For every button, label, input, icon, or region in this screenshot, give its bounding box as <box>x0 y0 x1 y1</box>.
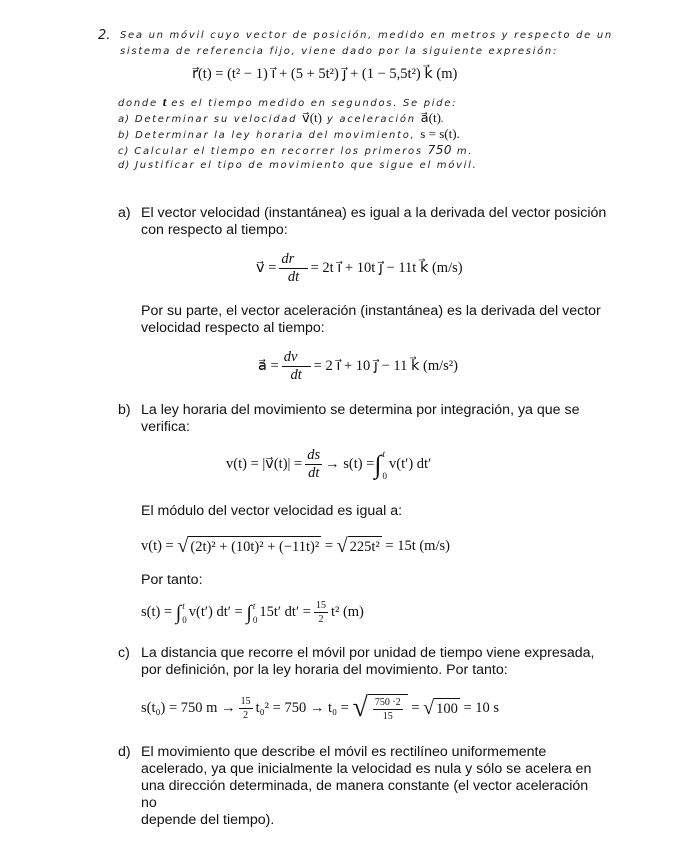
frac-num: ds <box>307 447 321 463</box>
eq-lhs: v⃗ = <box>256 260 277 276</box>
problem-item-b <box>118 126 460 142</box>
derivative-fraction <box>279 252 307 285</box>
text-line: depende del tiempo). <box>141 812 275 828</box>
item-text: Justificar el tipo de movimiento que sigue el móvil. <box>135 160 478 171</box>
solution-a-paragraph2 <box>141 303 601 337</box>
acceleration-equation <box>258 350 458 383</box>
eq-lhs: v(t) = <box>141 537 174 554</box>
integral-sign: ∫ t 0 <box>374 448 388 481</box>
integrand: v(t′) dt′ <box>389 456 432 472</box>
text-line: verifica: <box>141 419 190 435</box>
text-line: acelerado, ya que inicialmente la velocidad es nula y sólo se acelera en <box>141 761 592 777</box>
radicand: 100 <box>434 698 460 718</box>
frac-num: 15 <box>315 600 326 611</box>
frac-den: 2 <box>243 709 249 721</box>
text-line: Por su parte, el vector aceleración (instantánea) es la derivada del vector <box>141 303 601 319</box>
text-line: una dirección determinada, de manera constante (el vector aceleración no <box>141 778 589 811</box>
eq-rhs: t² (m) <box>330 604 364 620</box>
problem-intro-line2: sistema de referencia fijo, viene dado por la siguiente expresión: <box>120 46 559 57</box>
speed-modulus-equation <box>141 536 450 556</box>
eq-rhs: = 2t i⃗ + 10t j⃗ − 11t k⃗ (m/s) <box>310 260 463 276</box>
lower-limit: 0 <box>182 614 187 625</box>
solution-d-paragraph <box>141 744 601 829</box>
item-math: a⃗(t) <box>420 110 441 125</box>
item-mid: m. <box>456 146 474 157</box>
item-math: s = s(t). <box>420 126 460 141</box>
distance-law-equation <box>141 600 364 625</box>
problem-where-line <box>118 94 457 110</box>
frac-den: dt <box>308 465 320 481</box>
lower-limit: 0 <box>382 470 388 481</box>
text-line: con respecto al tiempo: <box>141 222 288 238</box>
frac-num: 750 ·2 <box>374 696 401 708</box>
text-line: velocidad respecto al tiempo: <box>141 320 325 336</box>
problem-item-c <box>118 143 473 157</box>
frac-num: dv⃗ <box>283 349 309 365</box>
eq-part: = 10 s <box>463 699 500 716</box>
solution-d-tag: d) <box>118 744 131 760</box>
text-line: El movimiento que describe el móvil es rectilíneo uniformemente <box>141 744 547 760</box>
eq-lhs: s(t) = <box>141 604 173 620</box>
item-tag: c) <box>118 146 130 157</box>
derivative-fraction <box>282 350 311 383</box>
problem-item-d <box>118 160 478 171</box>
item-text: Determinar su velocidad <box>134 114 298 125</box>
eq-rhs: = 2 i⃗ + 10 j⃗ − 11 k⃗ (m/s²) <box>313 358 458 374</box>
text-line: La distancia que recorre el móvil por unidad de tiempo viene expresada, <box>141 645 595 661</box>
solution-a-paragraph1 <box>141 205 606 239</box>
item-tag: d) <box>118 160 131 171</box>
velocity-equation <box>256 252 463 285</box>
item-text: Determinar la ley horaria del movimiento, <box>135 130 416 141</box>
sqrt-expression: √ 100 <box>423 697 458 719</box>
speed-integral-equation <box>226 448 431 481</box>
eq-equals: = <box>324 537 334 554</box>
solution-b-paragraph1 <box>141 402 579 436</box>
frac-den: 2 <box>318 614 324 625</box>
item-text: Calcular el tiempo en recorrer los primeros <box>134 146 423 157</box>
integrand: 15t′ dt′ = <box>259 604 311 620</box>
sqrt-expression: √ 225t² <box>336 535 380 557</box>
problem-item-a <box>118 110 446 126</box>
item-tag: a) <box>118 114 131 125</box>
frac-den: 15 <box>382 710 393 722</box>
solution-b-paragraph2: El módulo del vector velocidad es igual a: <box>141 503 403 519</box>
text-line: La ley horaria del movimiento se determina por integración, ya que se <box>141 402 580 418</box>
frac-den: dt <box>287 269 300 285</box>
eq-part: t₀² = 750 → t₀ = <box>255 699 349 716</box>
radicand: 225t² <box>348 536 382 556</box>
eq-rhs: = 15t (m/s) <box>385 537 450 554</box>
sqrt-expression: √ $\frac{750 \cdot 2}{15}$ <box>352 694 407 722</box>
item-end: . <box>440 114 446 125</box>
solution-b-tag: b) <box>118 402 131 418</box>
frac-den: dt <box>290 367 302 383</box>
solution-c-tag: c) <box>118 645 130 661</box>
fraction <box>373 697 403 722</box>
upper-limit: t <box>382 448 386 459</box>
frac-num: dr⃗ <box>281 251 306 267</box>
solution-a-tag: a) <box>118 205 131 221</box>
item-mid: y aceleración <box>326 114 416 125</box>
solution-c-paragraph1 <box>141 645 594 679</box>
eq-part: s(t₀) = 750 m → <box>141 699 236 716</box>
fraction <box>314 600 328 625</box>
frac-num: 15 <box>240 695 251 707</box>
problem-number: 2. <box>98 28 111 43</box>
item-tag: b) <box>118 130 131 141</box>
integral-sign: ∫ t 0 <box>246 600 258 625</box>
text-line: El vector velocidad (instantánea) es igual a la derivada del vector posición <box>141 205 607 221</box>
text-line: por definición, por la ley horaria del movimiento. Por tanto: <box>141 662 508 678</box>
eq-lhs: a⃗ = <box>258 358 279 374</box>
item-math: 750 <box>427 143 453 157</box>
upper-limit: t <box>182 600 185 611</box>
fraction <box>239 696 253 721</box>
lower-limit: 0 <box>252 614 258 625</box>
where-var: t <box>162 94 167 109</box>
upper-limit: t <box>252 600 256 611</box>
radicand: (2t)² + (10t)² + (−11t)² <box>188 536 321 556</box>
eq-lhs: v(t) = |v⃗(t)| = <box>226 456 303 472</box>
where-suffix: es el tiempo medido en segundos. Se pide: <box>171 98 458 109</box>
solution-b-paragraph3: Por tanto: <box>141 572 203 588</box>
item-math: v⃗(t) <box>302 110 322 125</box>
sqrt-expression: √ (2t)² + (10t)² + (−11t)² <box>177 535 320 557</box>
problem-intro-line1: Sea un móvil cuyo vector de posición, medido en metros y respecto de un <box>120 30 613 41</box>
eq-part: = <box>411 699 420 716</box>
where-prefix: donde <box>118 98 158 109</box>
time-calculation-equation <box>141 694 499 722</box>
derivative-fraction <box>305 448 322 481</box>
integrand: v(t′) dt′ = <box>188 604 243 620</box>
position-formula: r⃗(t) = (t² − 1) i⃗ + (5 + 5t²) j⃗ + (1 − 5,5t²) k⃗ (m) <box>192 66 458 82</box>
integral-sign: ∫ t 0 <box>175 600 187 625</box>
eq-mid: → s(t) = <box>325 456 375 472</box>
